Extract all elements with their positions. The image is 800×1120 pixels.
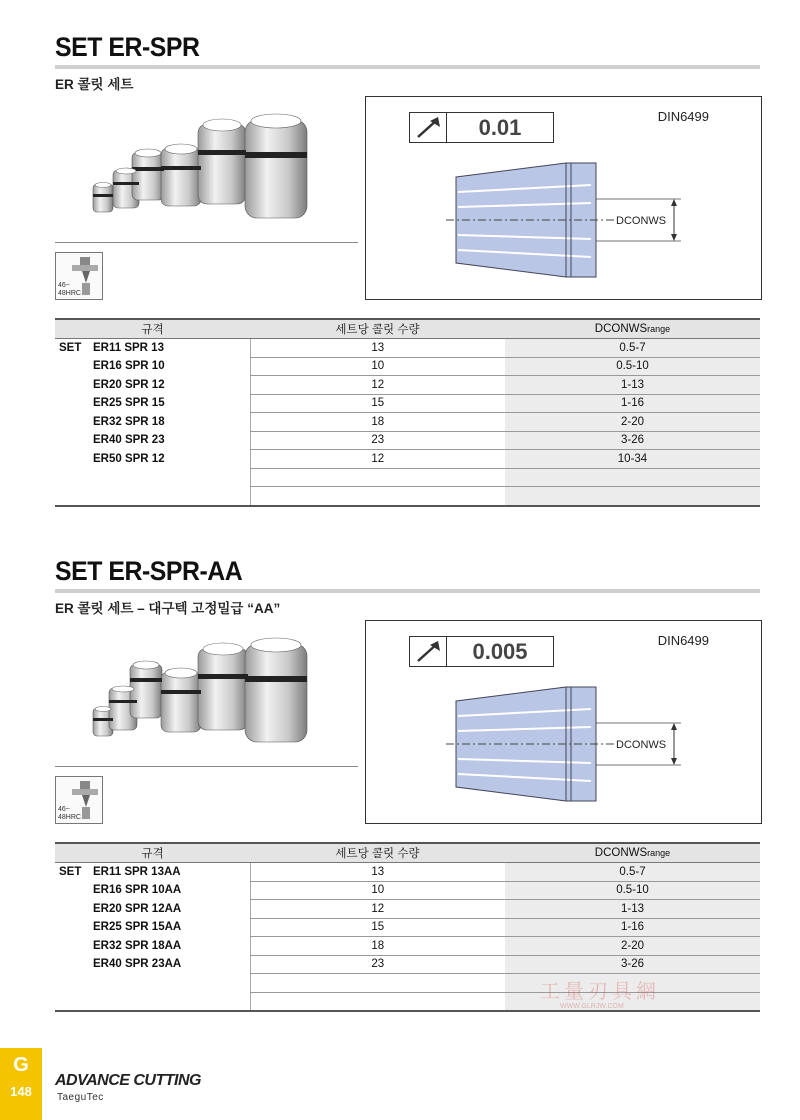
cell-qty: 12 (250, 450, 505, 469)
cell-spec (55, 468, 250, 487)
collet-set-photo (85, 112, 355, 242)
table-row (55, 468, 760, 487)
cell-qty (250, 487, 505, 506)
cell-spec (55, 487, 250, 506)
runout-tolerance-box (409, 636, 554, 667)
item-code: ER20 SPR 12 (93, 378, 165, 391)
cell-qty: 10 (250, 881, 505, 900)
col-header-qty: 세트당 콜릿 수량 (250, 319, 505, 339)
table-row (55, 487, 760, 506)
table-row (55, 863, 760, 882)
cell-spec (55, 992, 250, 1011)
cell-qty (250, 974, 505, 993)
cell-range: 2-20 (505, 937, 760, 956)
cell-qty: 10 (250, 357, 505, 376)
cell-range: 0.5-10 (505, 881, 760, 900)
cell-spec (55, 881, 250, 900)
cell-qty: 15 (250, 394, 505, 413)
item-code: ER40 SPR 23AA (93, 958, 182, 971)
table-row (55, 431, 760, 450)
title-divider (55, 589, 760, 593)
set-label: SET (59, 866, 82, 878)
collet-diagram (365, 620, 762, 824)
range-subscript: range (647, 324, 671, 334)
din-standard: DIN6499 (657, 109, 709, 124)
cell-qty: 12 (250, 376, 505, 395)
cell-range: 3-26 (505, 431, 760, 450)
col-header-dconws (505, 319, 760, 339)
runout-tolerance-value: 0.005 (472, 639, 528, 664)
cell-range: 1-16 (505, 918, 760, 937)
cell-spec (55, 376, 250, 395)
photo-divider (55, 766, 358, 767)
table-header (55, 319, 760, 339)
col-header-spec: 규격 (55, 319, 250, 339)
page-number: 148 (10, 1084, 32, 1099)
chapter-tab (0, 1048, 42, 1120)
dconws-header-text: DCONWS (594, 323, 648, 335)
brand-logo: ADVANCE CUTTING (55, 1072, 201, 1089)
brand-subtitle: TaeguTec (57, 1092, 104, 1103)
cell-spec (55, 918, 250, 937)
item-code: ER40 SPR 23 (93, 434, 165, 447)
hardness-icon (55, 776, 103, 824)
photo-divider (55, 242, 358, 243)
hardness-icon (55, 252, 103, 300)
dconws-label: DCONWS (616, 739, 667, 751)
cell-spec (55, 900, 250, 919)
cell-qty: 12 (250, 900, 505, 919)
table-row (55, 937, 760, 956)
cell-range: 2-20 (505, 413, 760, 432)
cell-range (505, 487, 760, 506)
chapter-letter: G (13, 1054, 29, 1076)
hrc-label: 46~ 48HRC (58, 282, 81, 297)
runout-arrow-icon (410, 637, 447, 666)
cell-range: 3-26 (505, 955, 760, 974)
runout-tolerance-box (409, 112, 554, 143)
cell-qty: 18 (250, 937, 505, 956)
cell-range: 10-34 (505, 450, 760, 469)
section-subtitle: ER 콜릿 세트 (55, 77, 134, 92)
runout-tolerance-value: 0.01 (478, 115, 522, 140)
range-subscript: range (647, 848, 671, 858)
item-code: ER32 SPR 18 (93, 415, 165, 428)
table-row (55, 955, 760, 974)
table-header (55, 843, 760, 863)
collet-diagram (365, 96, 762, 300)
cell-qty: 23 (250, 431, 505, 450)
item-code: ER50 SPR 12 (93, 452, 165, 465)
cell-spec (55, 431, 250, 450)
cell-spec (55, 937, 250, 956)
cell-qty: 13 (250, 863, 505, 882)
watermark-text: 工量刃具網 (540, 981, 660, 1003)
cell-qty: 23 (250, 955, 505, 974)
cell-spec (55, 955, 250, 974)
table-row (55, 339, 760, 358)
table-row (55, 394, 760, 413)
item-code: ER25 SPR 15 (93, 397, 165, 410)
section-title: SET ER-SPR (55, 32, 200, 62)
item-code: ER16 SPR 10 (93, 360, 165, 373)
hrc-label: 46~ 48HRC (58, 806, 81, 821)
cell-qty: 13 (250, 339, 505, 358)
table-row (55, 413, 760, 432)
table-row (55, 357, 760, 376)
cell-spec (55, 339, 250, 358)
item-code: ER25 SPR 15AA (93, 921, 182, 934)
cell-range (505, 468, 760, 487)
cell-spec (55, 974, 250, 993)
dconws-label: DCONWS (616, 215, 667, 227)
table-row (55, 918, 760, 937)
col-header-spec: 규격 (55, 843, 250, 863)
section-subtitle: ER 콜릿 세트 – 대구텍 고정밀급 “AA” (55, 601, 281, 616)
cell-spec (55, 357, 250, 376)
section-title: SET ER-SPR-AA (55, 556, 243, 586)
cell-range: 1-13 (505, 900, 760, 919)
title-divider (55, 65, 760, 69)
cell-qty: 15 (250, 918, 505, 937)
table-row (55, 881, 760, 900)
din-standard: DIN6499 (657, 633, 709, 648)
cell-spec (55, 863, 250, 882)
cell-spec (55, 450, 250, 469)
table-row (55, 376, 760, 395)
col-header-qty: 세트당 콜릿 수량 (250, 843, 505, 863)
collet-set-photo (85, 636, 355, 766)
cell-range: 1-16 (505, 394, 760, 413)
dconws-header-text: DCONWS (594, 847, 648, 859)
spec-table (55, 318, 760, 507)
cell-range: 0.5-7 (505, 339, 760, 358)
set-label: SET (59, 342, 82, 354)
cell-spec (55, 413, 250, 432)
table-row (55, 900, 760, 919)
cell-range: 0.5-10 (505, 357, 760, 376)
table-row (55, 450, 760, 469)
runout-arrow-icon (410, 113, 447, 142)
item-code: ER11 SPR 13 (93, 342, 164, 354)
item-code: ER32 SPR 18AA (93, 939, 182, 952)
cell-qty (250, 992, 505, 1011)
cell-spec (55, 394, 250, 413)
cell-range: 0.5-7 (505, 863, 760, 882)
item-code: ER16 SPR 10AA (93, 884, 182, 897)
watermark-url: WWW.GLRJW.COM (560, 1003, 624, 1010)
item-code: ER20 SPR 12AA (93, 902, 182, 915)
cell-qty: 18 (250, 413, 505, 432)
item-code: ER11 SPR 13AA (93, 866, 181, 878)
col-header-dconws (505, 843, 760, 863)
cell-range: 1-13 (505, 376, 760, 395)
cell-qty (250, 468, 505, 487)
